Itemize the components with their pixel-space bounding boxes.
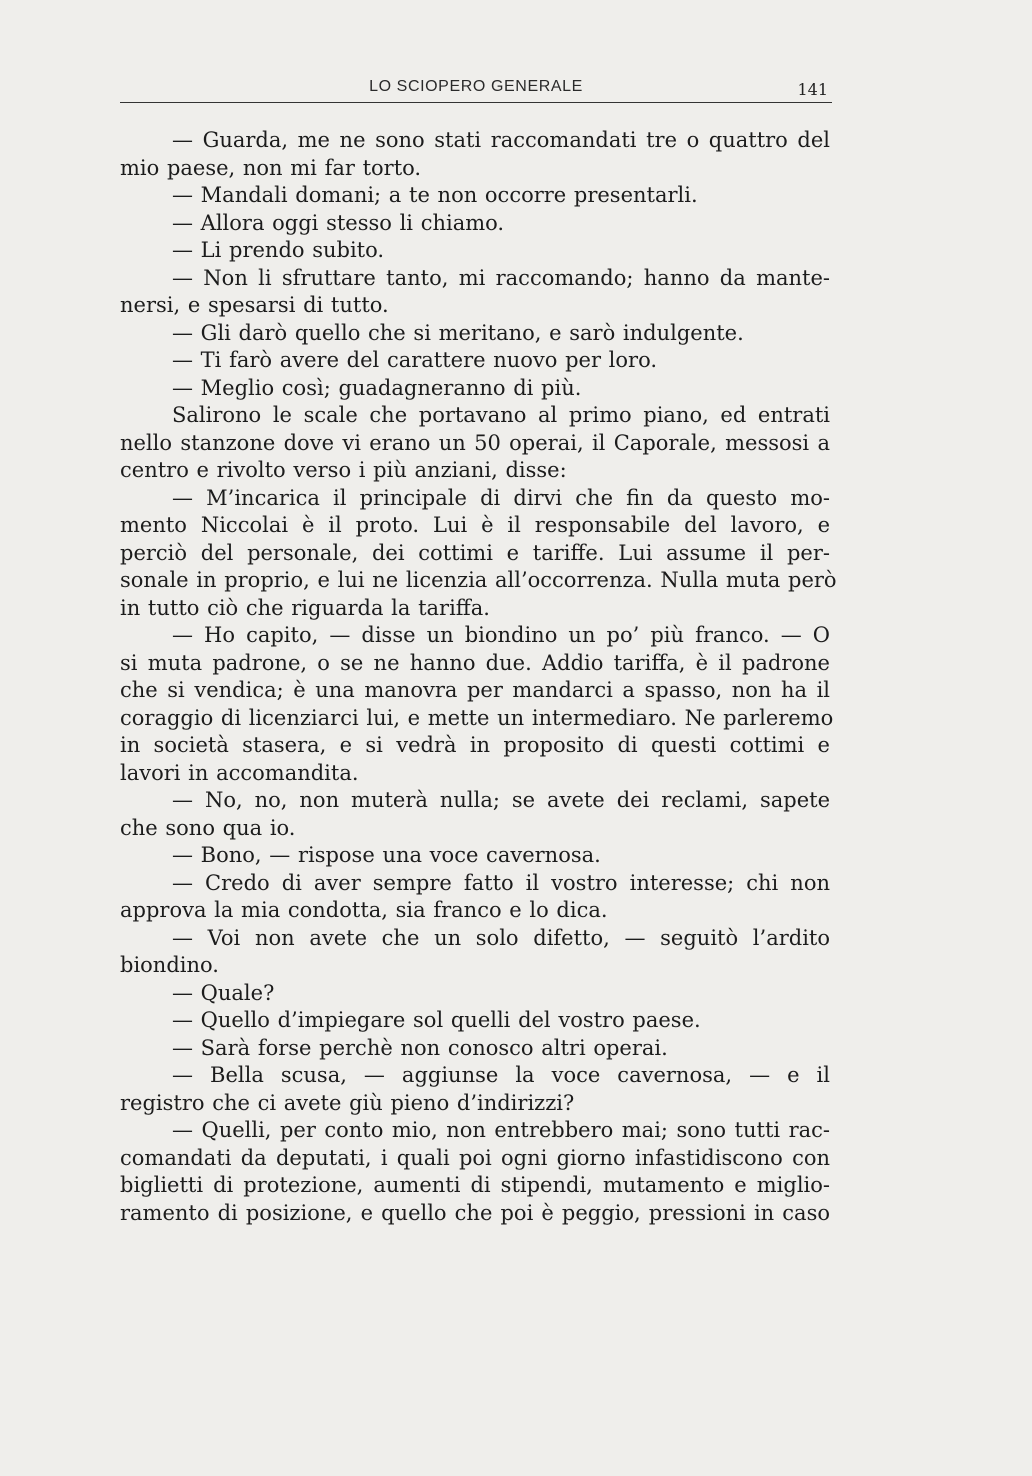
text-line: sonale in proprio, e lui ne licenzia all’occorrenza. Nulla muta però xyxy=(120,568,837,592)
text-line: — Ho capito, — disse un biondino un po’ più franco. — O xyxy=(172,623,830,647)
header-rule xyxy=(120,102,832,103)
text-line: biglietti di protezione, aumenti di stipendi, mutamento e miglio- xyxy=(120,1173,830,1197)
text-line: centro e rivolto verso i più anziani, disse: xyxy=(120,458,567,482)
text-line: — Gli darò quello che si meritano, e sarò indulgente. xyxy=(172,320,744,345)
text-line: nello stanzone dove vi erano un 50 operai, il Caporale, messosi a xyxy=(120,430,830,455)
text-line: che sono qua io. xyxy=(120,815,296,840)
text-line: comandati da deputati, i quali poi ogni giorno infastidiscono con xyxy=(120,1145,830,1170)
text-line: biondino. xyxy=(120,953,219,977)
text-line: — Mandali domani; a te non occorre presentarli. xyxy=(172,183,698,207)
running-title: LO SCIOPERO GENERALE xyxy=(369,78,583,95)
text-line: — Bella scusa, — aggiunse la voce cavernosa, — e il xyxy=(172,1063,830,1087)
text-line: coraggio di licenziarci lui, e mette un intermediaro. Ne parleremo xyxy=(120,705,834,730)
text-line: lavori in accomandita. xyxy=(120,760,359,785)
text-line: — M’incarica il principale di dirvi che fin da questo mo- xyxy=(172,485,830,510)
text-line: registro che ci avete giù pieno d’indirizzi? xyxy=(120,1090,575,1115)
body-text xyxy=(120,127,837,1227)
text-line: mio paese, non mi far torto. xyxy=(120,155,422,180)
text-line: — Credo di aver sempre fatto il vostro interesse; chi non xyxy=(172,870,830,895)
running-head xyxy=(120,78,832,108)
text-line: — Sarà forse perchè non conosco altri operai. xyxy=(172,1035,668,1060)
text-line: nersi, e spesarsi di tutto. xyxy=(120,293,389,317)
text-line: si muta padrone, o se ne hanno due. Addio tariffa, è il padrone xyxy=(120,650,830,675)
text-line: — Voi non avete che un solo difetto, — seguitò l’ardito xyxy=(172,925,830,950)
text-line: in tutto ciò che riguarda la tariffa. xyxy=(120,595,490,620)
text-line: che si vendica; è una manovra per mandarci a spasso, non ha il xyxy=(120,678,830,702)
text-line: — Meglio così; guadagneranno di più. xyxy=(172,375,582,400)
text-line: — Li prendo subito. xyxy=(172,238,385,262)
text-line: Salirono le scale che portavano al primo piano, ed entrati xyxy=(172,403,830,427)
text-line: — No, no, non muterà nulla; se avete dei reclami, sapete xyxy=(172,788,830,812)
text-line: in società stasera, e si vedrà in proposito di questi cottimi e xyxy=(120,733,830,757)
text-line: — Guarda, me ne sono stati raccomandati tre o quattro del xyxy=(172,128,830,152)
text-line: approva la mia condotta, sia franco e lo dica. xyxy=(120,898,608,922)
text-line: ramento di posizione, e quello che poi è peggio, pressioni in caso xyxy=(120,1200,830,1225)
text-line: — Bono, — rispose una voce cavernosa. xyxy=(172,843,601,867)
text-line: mento Niccolai è il proto. Lui è il responsabile del lavoro, e xyxy=(120,513,830,537)
text-line: — Quale? xyxy=(172,980,275,1005)
text-line: — Quello d’impiegare sol quelli del vostro paese. xyxy=(172,1008,701,1032)
page-number: 141 xyxy=(797,80,828,99)
text-line: — Ti farò avere del carattere nuovo per loro. xyxy=(172,348,658,372)
text-line: perciò del personale, dei cottimi e tariffe. Lui assume il per- xyxy=(120,540,830,565)
text-line: — Quelli, per conto mio, non entrebbero mai; sono tutti rac- xyxy=(172,1118,830,1142)
text-line: — Non li sfruttare tanto, mi raccomando; hanno da mante- xyxy=(172,265,830,290)
text-line: — Allora oggi stesso li chiamo. xyxy=(172,210,505,235)
